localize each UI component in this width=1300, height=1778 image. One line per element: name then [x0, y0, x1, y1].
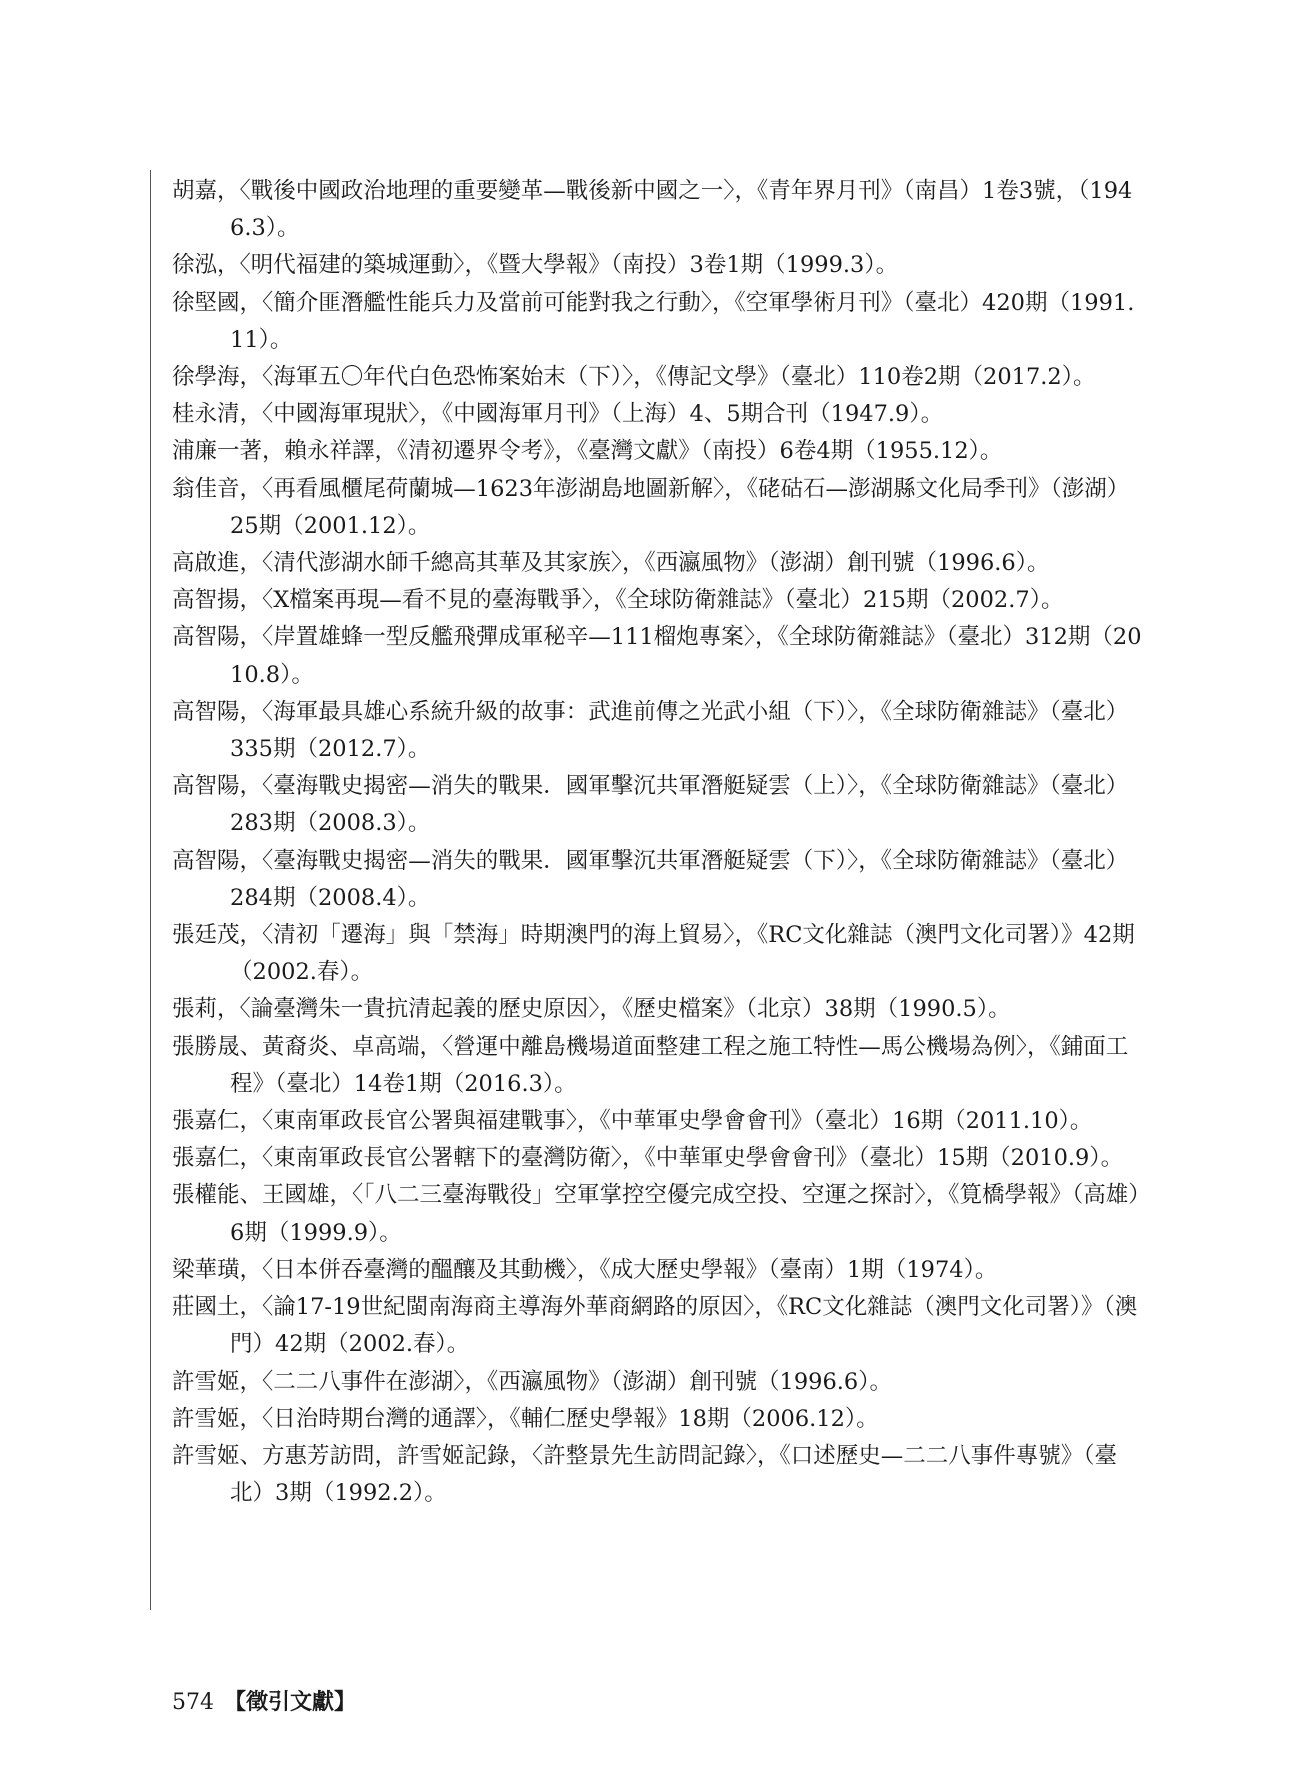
reference-entry: 張廷茂，〈清初「遷海」與「禁海」時期澳門的海上貿易〉，《RC文化雜誌（澳門文化司署）》42期（2002.春）。 [172, 922, 1135, 986]
margin-rule [150, 170, 151, 1610]
reference-entry: 許雪姬，〈二二八事件在澎湖〉，《西瀛風物》（澎湖）創刊號（1996.6）。 [172, 1368, 892, 1395]
reference-entry: 梁華璜，〈日本併吞臺灣的醞釀及其動機〉，《成大歷史學報》（臺南）1期（1974）。 [172, 1256, 998, 1283]
section-title: 【徵引文獻】 [224, 1689, 357, 1715]
reference-entry: 高智陽，〈臺海戰史揭密—消失的戰果．國軍擊沉共軍潛艇疑雲（下）〉，《全球防衛雜誌》（臺北）284期（2008.4）。 [172, 847, 1129, 911]
reference-entry: 許雪姬、方惠芳訪問，許雪姬記錄，〈許整景先生訪問記錄〉，《口述歷史—二二八事件專號》（臺北）3期（1992.2）。 [172, 1442, 1118, 1507]
page-footer [172, 1688, 356, 1717]
reference-entry: 桂永清，〈中國海軍現狀〉，《中國海軍月刊》（上海）4、5期合刊（1947.9）。 [172, 401, 944, 428]
reference-entry: 張莉，〈論臺灣朱一貴抗清起義的歷史原因〉，《歷史檔案》（北京）38期（1990.5）。 [172, 996, 1011, 1023]
reference-entry: 高啟進，〈清代澎湖水師千總高其華及其家族〉，《西瀛風物》（澎湖）創刊號（1996.6）。 [172, 550, 1050, 577]
reference-entry: 張勝晟、黃裔炎、卓高端，〈營運中離島機場道面整建工程之施工特性—馬公機場為例〉，《鋪面工程》（臺北）14卷1期（2016.3）。 [172, 1033, 1129, 1097]
reference-entry: 莊國土，〈論17-19世紀閩南海商主導海外華商網路的原因〉，《RC文化雜誌（澳門文化司署）》（澳門）42期（2002.春）。 [172, 1294, 1138, 1358]
reference-entry: 翁佳音，〈再看風櫃尾荷蘭城—1623年澎湖島地圖新解〉，《硓𥑮石—澎湖縣文化局季刊》（澎湖）25期（2001.12）。 [172, 475, 1130, 539]
reference-entry: 高智揚，〈X檔案再現—看不見的臺海戰爭〉，《全球防衛雜誌》（臺北）215期（2002.7）。 [172, 587, 1064, 614]
reference-entry: 張權能、王國雄，〈「八二三臺海戰役」空軍掌控空優完成空投、空運之探討〉，《筧橋學報》（高雄）6期（1999.9）。 [172, 1182, 1140, 1246]
reference-entry: 徐堅國，〈簡介匪潛艦性能兵力及當前可能對我之行動〉，《空軍學術月刊》（臺北）420期（1991.11）。 [172, 289, 1135, 353]
reference-entry: 浦廉一著，賴永祥譯，《清初遷界令考》，《臺灣文獻》（南投）6卷4期（1955.12）。 [172, 438, 1003, 465]
reference-entry: 張嘉仁，〈東南軍政長官公署轄下的臺灣防衛〉，《中華軍史學會會刊》（臺北）15期（2010.9）。 [172, 1145, 1124, 1172]
reference-entry: 高智陽，〈臺海戰史揭密—消失的戰果．國軍擊沉共軍潛艇疑雲（上）〉，《全球防衛雜誌》（臺北）283期（2008.3）。 [172, 773, 1129, 837]
reference-entry: 徐學海，〈海軍五〇年代白色恐怖案始末（下）〉，《傳記文學》（臺北）110卷2期（2017.2）。 [172, 364, 1096, 391]
reference-entry: 徐泓，〈明代福建的築城運動〉，《暨大學報》（南投）3卷1期（1999.3）。 [172, 252, 899, 279]
reference-entry: 許雪姬，〈日治時期台灣的通譯〉，《輔仁歷史學報》18期（2006.12）。 [172, 1405, 879, 1432]
reference-entry: 高智陽，〈海軍最具雄心系統升級的故事：武進前傳之光武小組（下）〉，《全球防衛雜誌》（臺北）335期（2012.7）。 [172, 698, 1129, 763]
reference-entry: 胡嘉，〈戰後中國政治地理的重要變革—戰後新中國之一〉，《青年界月刊》（南昌）1卷3號，（1946.3）。 [172, 178, 1133, 242]
reference-entry: 張嘉仁，〈東南軍政長官公署與福建戰事〉，《中華軍史學會會刊》（臺北）16期（2011.10）。 [172, 1108, 1093, 1135]
reference-entry: 高智陽，〈岸置雄蜂一型反艦飛彈成軍秘辛—111榴炮專案〉，《全球防衛雜誌》（臺北）312期（2010.8）。 [172, 624, 1142, 688]
page-number: 574 [172, 1690, 214, 1715]
reference-list [172, 173, 1142, 1512]
